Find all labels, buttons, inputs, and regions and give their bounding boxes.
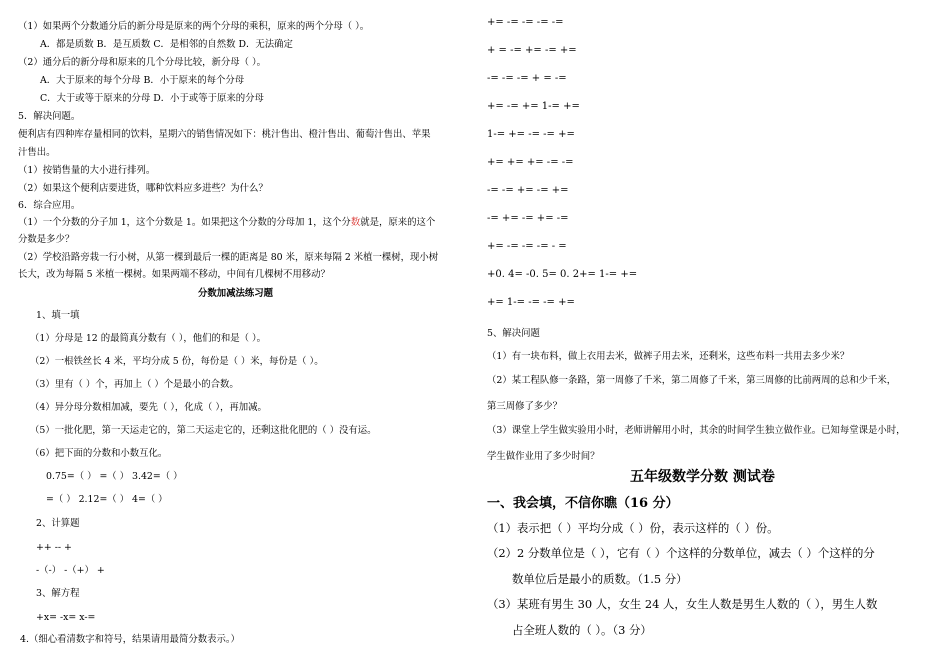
right-calc-row: += -= += 1-= += (487, 101, 580, 112)
practice-title: 分数加减法练习题 (198, 288, 274, 299)
right-calc-row: += 1-= -= -= += (487, 297, 575, 308)
right-s5-q2-b: 第三周修了多少？ (487, 401, 563, 412)
left-s6-q1-highlight: 数 (350, 217, 361, 228)
left-q4: 4.（细心看清数字和符号，结果请用最简分数表示。） (20, 634, 240, 645)
conversion-row-1: 0.75=（ ） =（ ） 3.42=（ ） (46, 471, 183, 482)
right-s5-title: 5、解决问题 (487, 328, 540, 339)
right-calc-row: -= -= += -= += (487, 185, 569, 196)
part1-q1: （1）表示把（ ）平均分成（ ）份，表示这样的（ ）份。 (487, 521, 779, 535)
left-s5-text-2: 汁售出。 (18, 147, 56, 158)
equation-row: +x= -x= x-= (36, 612, 96, 623)
left-s6-q2-b: 长大，改为每隔 5 米植一棵树。如果两端不移动，中间有几棵树不用移动？ (18, 269, 330, 280)
left-q2-options-1: A．大于原来的每个分母 B．小于原来的每个分母 (40, 75, 245, 86)
fill-item-6: （6）把下面的分数和小数互化。 (30, 448, 168, 459)
fill-item-2: （2）一根铁丝长 4 米，平均分成 5 份，每份是（ ）米，每份是（ ）。 (30, 356, 324, 367)
right-s5-q3-a: （3）课堂上学生做实验用小时，老师讲解用小时，其余的时间学生独立做作业。已知每堂课是小时， (487, 425, 906, 436)
right-calc-row: += -= -= -= -= (487, 17, 564, 28)
left-q2-options-2: C．大于或等于原来的分母 D．小于或等于原来的分母 (40, 93, 264, 104)
left-s5-title: 5．解决问题。 (18, 111, 81, 122)
exam-title: 五年级数学分数 测试卷 (630, 469, 775, 485)
fill-item-1: （1）分母是 12 的最简真分数有（ ），他们的和是（ ）。 (30, 333, 267, 344)
left-s6-title: 6．综合应用。 (18, 200, 81, 211)
fill-item-3: （3）里有（ ）个，再加上（ ）个是最小的合数。 (30, 379, 239, 390)
right-s5-q3-b: 学生做作业用了多少时间？ (487, 451, 600, 462)
right-calc-row: + = -= += -= += (487, 45, 577, 56)
part1-title: 一、我会填，不信你瞧（16 分） (487, 496, 679, 511)
calc-title: 2、计算题 (36, 518, 80, 529)
part1-q2-a: （2）2 分数单位是（ ），它有（ ）个这样的分数单位，减去（ ）个这样的分 (487, 546, 875, 560)
right-calc-row: -= -= -= + = -= (487, 73, 567, 84)
part1-q3-b: 占全班人数的（ ）。（3 分） (512, 623, 652, 637)
right-calc-row: += += += -= -= (487, 157, 574, 168)
conversion-row-2: =（ ） 2.12=（ ） 4=（ ） (46, 494, 168, 505)
left-s6-q1-cont: 分数是多少？ (18, 234, 75, 245)
right-calc-row: -= += -= += -= (487, 213, 569, 224)
left-s5-text-1: 便利店有四种库存量相同的饮料，星期六的销售情况如下：桃汁售出、橙汁售出、葡萄汁售出、苹果 (18, 129, 431, 140)
left-s5-q1: （1）按销售量的大小进行排列。 (18, 165, 156, 176)
part1-q2-b: 数单位后是最小的质数。（1.5 分） (512, 572, 688, 586)
left-s6-q1 (18, 216, 435, 229)
right-s5-q1: （1）有一块布料，做上衣用去米，做裤子用去米，还剩米，这些布料一共用去多少米？ (487, 351, 850, 362)
left-s5-q2: （2）如果这个便利店要进货，哪种饮料应多进些？为什么？ (18, 183, 268, 194)
left-s6-q1-part-a: （1）一个分数的分子加 1，这个分数是 1。如果把这个分数的分母加 1，这个分 (18, 217, 351, 228)
fill-item-4: （4）异分母分数相加减，要先（ ），化成（ ），再加减。 (30, 402, 267, 413)
left-q2-text: （2）通分后的新分母和原来的几个分母比较，新分母（ ）。 (18, 57, 267, 68)
right-s5-q2-a: （2）某工程队修一条路，第一周修了千米，第二周修了千米，第三周修的比前两周的总和少千米， (487, 375, 897, 386)
calc-row-1: ++ -- + (36, 542, 72, 553)
equation-title: 3、解方程 (36, 588, 80, 599)
left-s6-q2-a: （2）学校沿路旁栽一行小树，从第一棵到最后一棵的距离是 80 米，原来每隔 2 米植一棵树，现小树 (18, 252, 439, 263)
left-q1-options: A．都是质数 B．是互质数 C．是相邻的自然数 D．无法确定 (40, 39, 293, 50)
part1-q3-a: （3）某班有男生 30 人，女生 24 人，女生人数是男生人数的（ ），男生人数 (487, 597, 878, 611)
fill-item-5: （5）一批化肥，第一天运走它的，第二天运走它的，还剩这批化肥的（ ）没有运。 (30, 425, 377, 436)
right-calc-row: 1-= += -= -= += (487, 129, 575, 140)
left-q1-text: （1）如果两个分数通分后的新分母是原来的两个分母的乘积，原来的两个分母（ ）。 (18, 21, 370, 32)
fill-title: 1、填一填 (36, 310, 80, 321)
right-calc-row: +0. 4= -0. 5= 0. 2+= 1-= += (487, 269, 638, 280)
left-s6-q1-part-b: 就是，原来的这个 (360, 217, 436, 228)
right-calc-row: += -= -= -= - = (487, 241, 567, 252)
calc-row-2: -（-） -（+） + (36, 565, 105, 576)
